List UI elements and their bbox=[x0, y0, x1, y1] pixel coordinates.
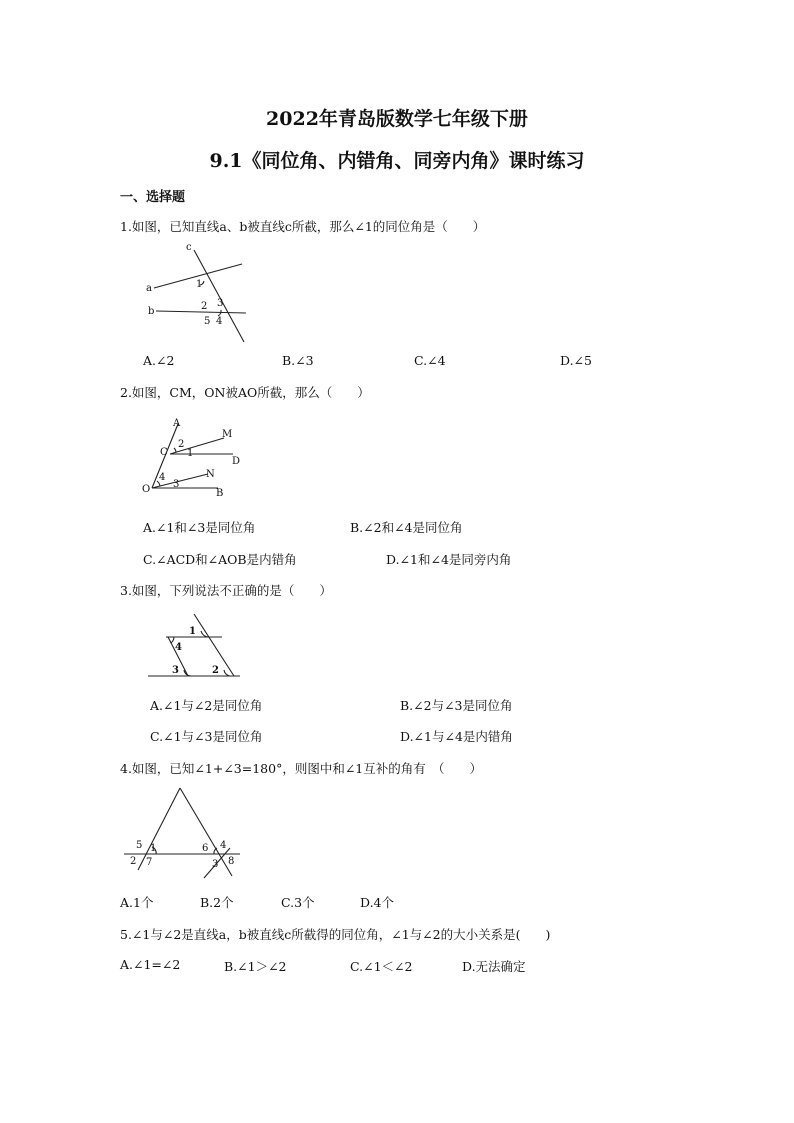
page-subtitle: 9.1《同位角、内错角、同旁内角》课时练习 bbox=[209, 150, 585, 172]
fig4-label-5: 5 bbox=[136, 840, 143, 851]
fig3-label-3: 3 bbox=[172, 665, 179, 676]
q1-option-d[interactable]: D.∠5 bbox=[560, 353, 592, 368]
fig2-label-O: O bbox=[142, 484, 151, 495]
q1-option-c[interactable]: C.∠4 bbox=[414, 353, 446, 368]
q3-option-b[interactable]: B.∠2与∠3是同位角 bbox=[400, 698, 513, 713]
q4-option-d[interactable]: D.4个 bbox=[360, 895, 395, 910]
fig4-label-7: 7 bbox=[146, 857, 153, 868]
fig4-label-8: 8 bbox=[228, 856, 235, 867]
q3-option-d[interactable]: D.∠1与∠4是内错角 bbox=[400, 729, 513, 744]
fig2-label-A: A bbox=[173, 418, 181, 429]
fig2-label-B: B bbox=[216, 488, 224, 499]
q4-option-c[interactable]: C.3个 bbox=[281, 895, 315, 910]
fig2-label-D: D bbox=[232, 456, 241, 467]
fig1-label-b: b bbox=[148, 306, 155, 317]
line-c bbox=[194, 250, 244, 342]
question-4-stem: 4.如图，已知∠1+∠3=180°，则图中和∠1互补的角有 （ ） bbox=[120, 761, 483, 776]
fig2-label-M: M bbox=[222, 429, 233, 440]
q5-option-a[interactable]: A.∠1=∠2 bbox=[120, 957, 181, 972]
question-1-stem: 1.如图，已知直线a、b被直线c所截，那么∠1的同位角是（ ） bbox=[120, 219, 486, 234]
page-title: 2022年青岛版数学七年级下册 bbox=[266, 108, 528, 130]
fig4-label-1: 1 bbox=[150, 843, 157, 854]
fig1-label-2: 2 bbox=[201, 301, 208, 312]
section-heading: 一、选择题 bbox=[120, 190, 186, 205]
fig1-label-c: c bbox=[186, 242, 192, 253]
q4-option-a[interactable]: A.1个 bbox=[120, 895, 154, 910]
fig1-label-3: 3 bbox=[217, 298, 224, 309]
fig2-label-2: 2 bbox=[178, 439, 185, 450]
question-5-stem: 5.∠1与∠2是直线a，b被直线c所截得的同位角，∠1与∠2的大小关系是( ) bbox=[120, 927, 551, 942]
q5-option-b[interactable]: B.∠1＞∠2 bbox=[224, 959, 287, 974]
q5-option-d[interactable]: D.无法确定 bbox=[462, 959, 526, 974]
q3-option-c[interactable]: C.∠1与∠3是同位角 bbox=[150, 729, 263, 744]
fig4-label-3: 3 bbox=[212, 859, 219, 870]
question-1-figure bbox=[140, 238, 255, 348]
fig4-right-side bbox=[180, 788, 235, 876]
fig1-label-4: 4 bbox=[216, 316, 223, 327]
fig4-label-6: 6 bbox=[202, 843, 209, 854]
fig2-label-N: N bbox=[206, 469, 215, 480]
q2-option-d[interactable]: D.∠1和∠4是同旁内角 bbox=[386, 552, 512, 567]
q1-option-b[interactable]: B.∠3 bbox=[282, 353, 314, 368]
q2-option-b[interactable]: B.∠2和∠4是同位角 bbox=[350, 520, 463, 535]
fig1-label-1: 1 bbox=[196, 279, 203, 290]
q4-option-b[interactable]: B.2个 bbox=[200, 895, 234, 910]
fig3-label-4: 4 bbox=[175, 642, 182, 653]
question-2-stem: 2.如图，CM，ON被AO所截，那么（ ） bbox=[120, 385, 370, 400]
fig4-label-2: 2 bbox=[130, 856, 137, 867]
question-2-figure bbox=[140, 412, 250, 502]
question-3-stem: 3.如图，下列说法不正确的是（ ） bbox=[120, 583, 332, 598]
fig2-label-C: C bbox=[160, 447, 168, 458]
fig4-left-side bbox=[138, 788, 180, 870]
fig2-label-4: 4 bbox=[159, 472, 166, 483]
fig3-label-1: 1 bbox=[189, 626, 196, 637]
q3-option-a[interactable]: A.∠1与∠2是同位角 bbox=[150, 698, 263, 713]
q2-option-a[interactable]: A.∠1和∠3是同位角 bbox=[143, 520, 256, 535]
question-4-figure bbox=[118, 782, 248, 882]
q5-option-c[interactable]: C.∠1＜∠2 bbox=[350, 959, 413, 974]
fig3-label-2: 2 bbox=[212, 665, 219, 676]
fig1-label-a: a bbox=[146, 283, 152, 294]
q2-option-c[interactable]: C.∠ACD和∠AOB是内错角 bbox=[143, 552, 297, 567]
question-3-figure bbox=[146, 608, 246, 680]
fig1-label-5: 5 bbox=[204, 316, 211, 327]
fig2-label-1: 1 bbox=[187, 448, 194, 459]
fig4-label-4: 4 bbox=[220, 840, 227, 851]
q1-option-a[interactable]: A.∠2 bbox=[143, 353, 175, 368]
fig2-label-3: 3 bbox=[173, 479, 180, 490]
